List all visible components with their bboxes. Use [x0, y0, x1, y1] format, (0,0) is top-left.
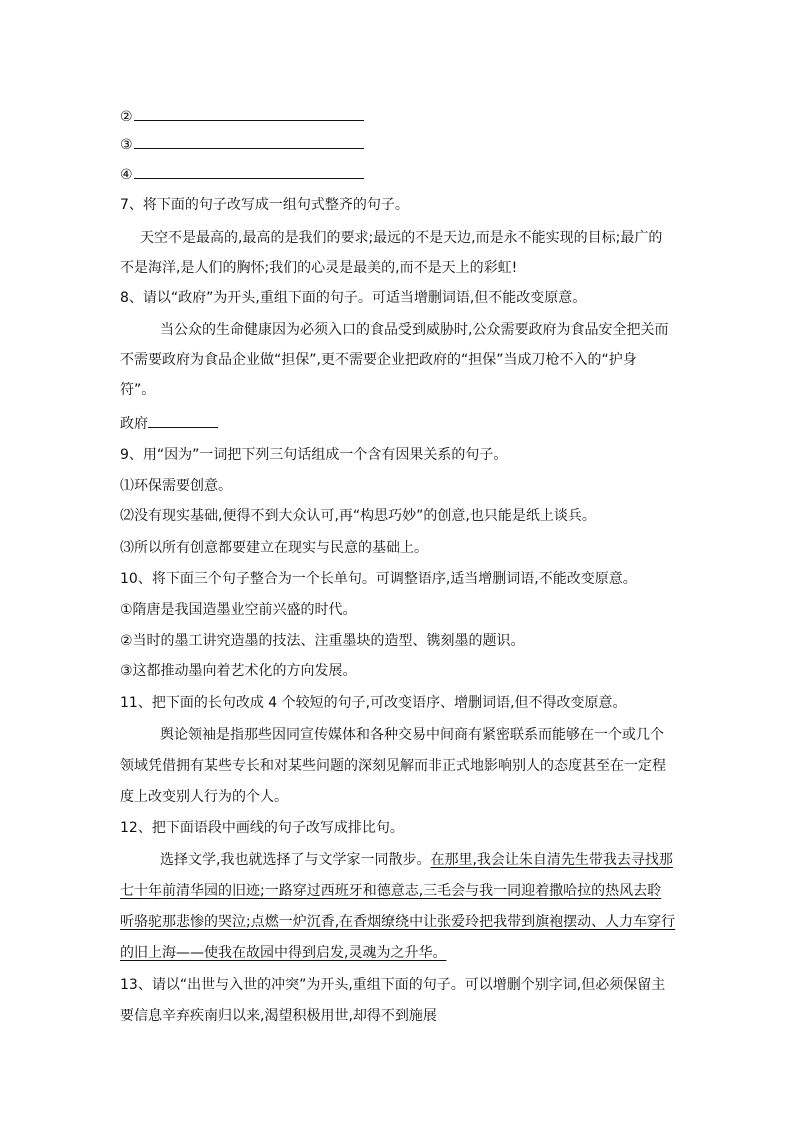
answer-blank-row [120, 164, 680, 184]
underlined-sentence: 七十年前清华园的旧迹;一路穿过西班牙和德意志,三毛会与我一同迎着撒哈拉的热风去聆 [120, 883, 662, 899]
plain-sentence: 选择文学,我也就选择了与文学家一同散步。 [160, 852, 431, 868]
question-7-prompt: 7、将下面的句子改写成一组句式整齐的句子。 [120, 197, 409, 213]
answer-start-word: 政府 [120, 416, 148, 432]
question-11-text: 领域凭借拥有某些专长和对某些问题的深刻见解而非正式地影响别人的态度甚至在一定程 [120, 758, 666, 774]
question-10-item: ②当时的墨工讲究造墨的技法、注重墨块的造型、镌刻墨的题识。 [120, 633, 525, 649]
blank-number: ② [120, 109, 133, 125]
question-9-item: ⑴环保需要创意。 [120, 478, 232, 494]
question-11-text: 舆论领袖是指那些因同宣传媒体和各种交易中间商有紧密联系而能够在一个或几个 [160, 727, 664, 743]
question-8-text: 不需要政府为食品企业做“担保”,更不需要企业把政府的“担保”当成刀枪不入的“护身 [120, 352, 637, 368]
blank-number: ④ [120, 167, 133, 183]
question-10-item: ①隋唐是我国造墨业空前兴盛的时代。 [120, 602, 357, 618]
question-7-text: 天空不是最高的,最高的是我们的要求;最远的不是天边,而是永不能实现的目标;最广的 [140, 230, 663, 246]
question-8-prompt: 8、请以“政府”为开头,重组下面的句子。可适当增删词语,但不能改变原意。 [120, 290, 587, 306]
question-11-text: 度上改变别人行为的个人。 [120, 789, 288, 805]
answer-blank[interactable] [134, 106, 364, 121]
question-12-prompt: 12、把下面语段中画线的句子改写成排比句。 [120, 820, 404, 836]
question-11-prompt: 11、把下面的长句改成 4 个较短的句子,可改变语序、增删词语,但不得改变原意。 [120, 695, 627, 711]
underlined-sentence: 的旧上海——使我在故园中得到启发,灵魂为之升华。 [120, 945, 447, 961]
blank-number: ③ [120, 137, 133, 153]
question-7-text: 不是海洋,是人们的胸怀;我们的心灵是最美的,而不是天上的彩虹! [120, 260, 518, 276]
question-10-prompt: 10、将下面三个句子整合为一个长单句。可调整语序,适当增删词语,不能改变原意。 [120, 571, 637, 587]
underlined-sentence: 听骆驼那悲惨的哭泣;点燃一炉沉香,在香烟缭绕中让张爱玲把我带到旗袍摆动、人力车穿行 [120, 914, 676, 930]
underlined-sentence: 在那里,我会让朱自清先生带我去寻找那 [430, 852, 673, 868]
answer-blank[interactable] [148, 413, 218, 428]
question-9-item: ⑶所以所有创意都要建立在现实与民意的基础上。 [120, 540, 428, 556]
answer-blank[interactable] [134, 134, 364, 149]
question-10-item: ③这都推动墨向着艺术化的方向发展。 [120, 663, 357, 679]
question-13-prompt: 要信息辛弃疾南归以来,渴望积极用世,却得不到施展 [120, 1008, 437, 1024]
question-8-text: 符”。 [120, 382, 156, 398]
answer-blank-row [120, 106, 680, 126]
question-8-text: 当公众的生命健康因为必须入口的食品受到威胁时,公众需要政府为食品安全把关而 [160, 322, 669, 338]
answer-blank-row [120, 134, 680, 154]
question-9-prompt: 9、用“因为”一词把下列三句话组成一个含有因果关系的句子。 [120, 447, 508, 463]
question-9-item: ⑵没有现实基础,便得不到大众认可,再“构思巧妙”的创意,也只能是纸上谈兵。 [120, 508, 596, 524]
question-12-text [160, 850, 680, 870]
question-8-answer-row [120, 413, 680, 433]
answer-blank[interactable] [134, 164, 364, 179]
question-13-prompt: 13、请以“出世与入世的冲突”为开头,重组下面的句子。可以增删个别字词,但必须保留主 [120, 977, 666, 993]
